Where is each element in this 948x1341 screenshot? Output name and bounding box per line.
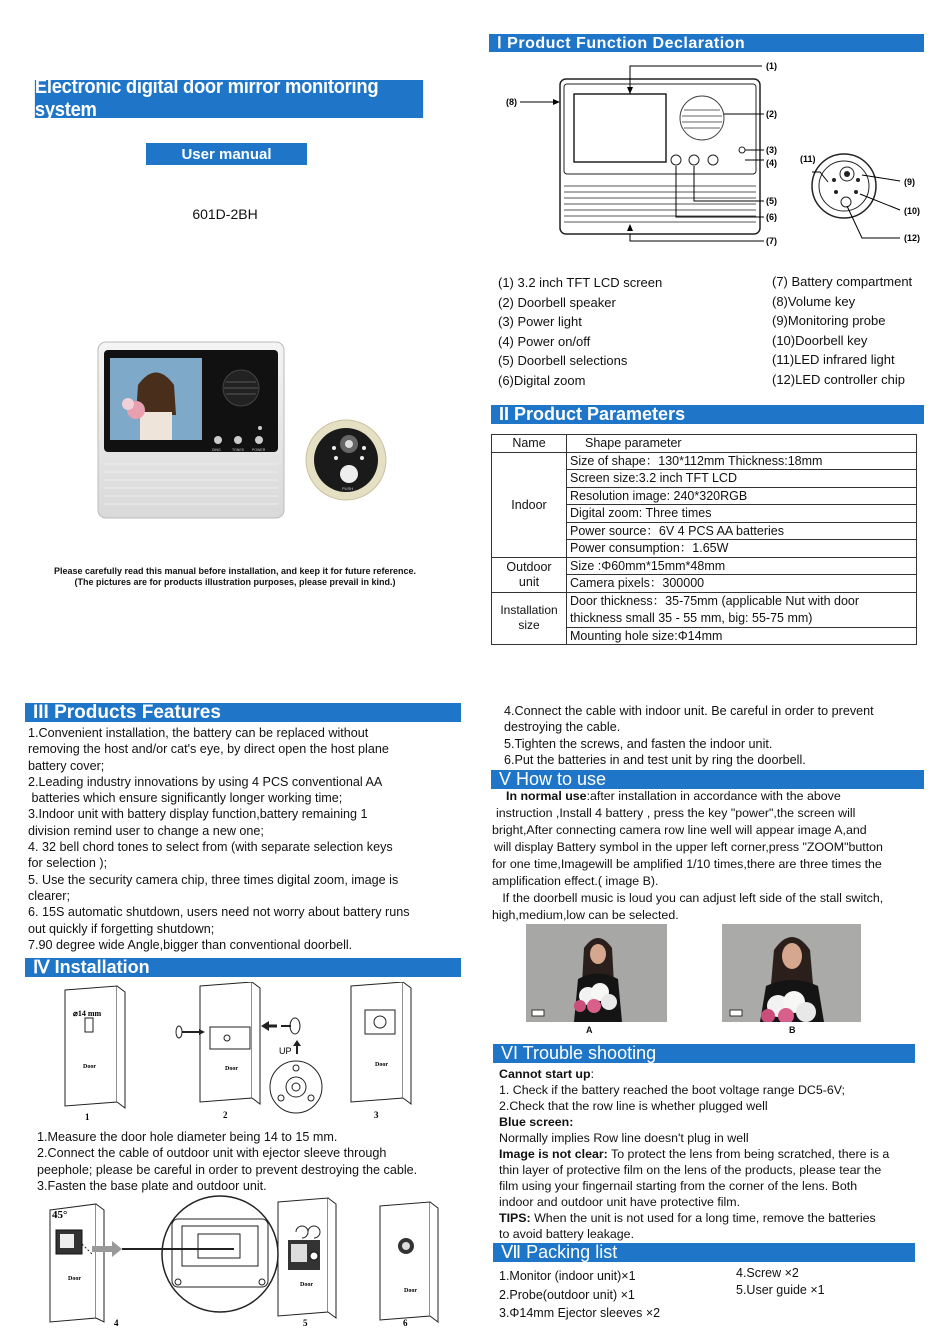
part-item: (7) Battery compartment	[772, 274, 913, 289]
function-diagram	[502, 54, 934, 254]
section5-heading: V How to use	[491, 770, 924, 789]
table-row	[492, 557, 917, 575]
part-item: (4) Power on/off	[498, 333, 591, 349]
angle-label: 45°	[52, 1209, 68, 1221]
section2-heading: II Product Parameters	[491, 405, 924, 424]
feature-line: out quickly if forgetting shutdown;	[28, 921, 215, 936]
section6-heading: VI Trouble shooting	[493, 1044, 915, 1063]
packing-item: 5.User guide ×1	[736, 1283, 825, 1297]
param-cell: Door thickness：35-75mm (applicable Nut with door thickness small 35 - 55 mm, big: 55-75 mm)	[567, 592, 917, 627]
header-param: Shape parameter	[567, 435, 917, 453]
door-label: Door	[404, 1288, 417, 1294]
ding-button-label: DING	[212, 448, 221, 452]
usage-line: high,medium,low can be selected.	[492, 908, 679, 922]
hole-size-label: ⌀14 mm	[73, 1009, 102, 1018]
installation-steps-1-3	[37, 1129, 467, 1194]
part-item: (10)Doorbell key	[772, 332, 868, 348]
blue-screen-text: Normally implies Row line doesn't plug in well	[499, 1131, 749, 1145]
callout-6: (6)	[766, 212, 777, 222]
usage-line: amplification effect.( image B).	[492, 874, 659, 888]
unclear-text: thin layer of protective film on the lens of the products, please tear the	[499, 1163, 882, 1177]
usage-line: If the doorbell music is loud you can adjust left side of the stall switch,	[492, 891, 884, 905]
tones-button-label: TONES	[232, 448, 244, 452]
callout-2: (2)	[766, 109, 777, 119]
packing-item: 4.Screw ×2	[736, 1266, 799, 1280]
group-outdoor: Outdoor unit	[492, 557, 567, 592]
blue-screen-label: Blue screen:	[499, 1115, 574, 1129]
part-item: (2) Doorbell speaker	[498, 294, 616, 310]
image-a-label: A	[586, 1025, 593, 1035]
feature-line: clearer;	[28, 888, 70, 903]
part-item: (11)LED infrared light	[772, 352, 895, 367]
cover-subtitle: User manual	[146, 143, 307, 165]
param-cell: Power consumption：1.65W	[567, 540, 917, 558]
feature-line: for selection );	[28, 856, 108, 871]
group-indoor: Indoor	[492, 452, 567, 557]
section7-heading: Ⅶ Packing list	[493, 1243, 915, 1262]
table-row	[492, 592, 917, 627]
up-label: UP	[279, 1046, 292, 1056]
installation-steps-4-6	[504, 703, 934, 768]
notice-line-1: Please carefully read this manual before installation, and keep it for future reference.	[53, 566, 417, 576]
header-name: Name	[492, 435, 567, 453]
installation-figure-1-3	[55, 982, 425, 1122]
power-button-label: POWER	[252, 448, 266, 452]
notice	[20, 566, 450, 588]
section4-heading: Ⅳ Installation	[25, 958, 461, 977]
feature-line: 2.Leading industry innovations by using 4 PCS conventional AA	[28, 774, 383, 789]
door-label: Door	[225, 1066, 238, 1072]
door-label: Door	[68, 1276, 81, 1282]
callout-4: (4)	[766, 158, 777, 168]
step-label-6: 6	[403, 1318, 408, 1328]
section3-heading: III Products Features	[25, 703, 461, 722]
troubleshooting-text: Cannot start up: 1. Check if the battery reached the boot voltage range DC5-6V; 2.Check that the row line is whether plugged well Blue screen: Normally implies Row line doesn't plug in well Image is not clear: To protect the lens from being scratched, there is a thin layer of protective film on the lens of the products, please tear the film using your fingernail starting from the corner of the lens. Both indoor and outdoor unit have protective film. TIPS: When the unit is not used for a long time, remove the batteries to avoid battery leakage.	[499, 1066, 939, 1242]
param-cell: Size :Φ60mm*15mm*48mm	[567, 557, 917, 575]
table-header-row	[492, 435, 917, 453]
step-label-2: 2	[223, 1110, 228, 1120]
feature-line: 1.Convenient installation, the battery can be replaced without	[28, 726, 369, 740]
callout-9: (9)	[904, 177, 915, 187]
part-item: (5) Doorbell selections	[498, 353, 628, 368]
callout-3: (3)	[766, 145, 777, 155]
door-label: Door	[375, 1062, 388, 1068]
unclear-text: indoor and outdoor unit have protective film.	[499, 1195, 741, 1209]
part-item: (6)Digital zoom	[498, 372, 586, 388]
callout-1: (1)	[766, 61, 777, 71]
features-text	[28, 725, 468, 953]
parts-list-right	[772, 272, 942, 389]
install-step: 1.Measure the door hole diameter being 14 to 15 mm.	[37, 1130, 338, 1144]
product-photo	[96, 340, 426, 525]
part-item: (3) Power light	[498, 314, 582, 329]
part-item: (1) 3.2 inch TFT LCD screen	[498, 275, 663, 290]
step-label-3: 3	[374, 1110, 379, 1120]
section1-heading: Ⅰ Product Function Declaration	[489, 34, 924, 52]
parts-list-left	[498, 273, 768, 390]
callout-8: (8)	[506, 97, 517, 107]
notice-line-2: (The pictures are for products illustration purposes, please prevail in kind.)	[74, 577, 396, 587]
cover-title: Electronic digital door mirror monitoring system	[35, 80, 423, 118]
feature-line: removing the host and/or cat's eye, by direct open the host plane	[28, 742, 389, 757]
group-installation: Installation size	[492, 592, 567, 645]
usage-line: for one time,Imagewill be amplified 1/10 times,there are three times the	[492, 857, 882, 871]
feature-line: 3.Indoor unit with battery display function,battery remaining 1	[28, 807, 368, 822]
unclear-text: To protect the lens from being scratched, there is a	[607, 1147, 890, 1161]
door-label: Door	[300, 1282, 313, 1288]
packing-item: 3.Φ14mm Ejector sleeves ×2	[499, 1306, 661, 1320]
feature-line: 7.90 degree wide Angle,bigger than conventional doorbell.	[28, 937, 353, 952]
callout-5: (5)	[766, 196, 777, 206]
install-step: destroying the cable.	[504, 720, 621, 735]
tips-text: When the unit is not used for a long time, remove the batteries	[530, 1211, 876, 1225]
step-label-5: 5	[303, 1318, 308, 1328]
feature-line: battery cover;	[28, 758, 105, 773]
door-label: Door	[83, 1064, 96, 1070]
model-number: 601D-2BH	[192, 206, 258, 222]
param-cell: Resolution image: 240*320RGB	[567, 487, 917, 505]
callout-7: (7)	[766, 236, 777, 246]
tips-label: TIPS:	[499, 1211, 531, 1225]
feature-line: 4. 32 bell chord tones to select from (with separate selection keys	[28, 840, 393, 855]
check-line: 2.Check that the row line is whether plugged well	[499, 1099, 768, 1113]
table-row	[492, 452, 917, 470]
image-b	[722, 924, 861, 1022]
usage-line: instruction ,Install 4 battery , press the key "power",the screen will	[496, 806, 856, 820]
feature-line: batteries which ensure significantly longer working time;	[28, 791, 343, 806]
unclear-label: Image is not clear:	[499, 1147, 608, 1161]
install-step: 2.Connect the cable of outdoor unit with ejector sleeve through	[37, 1146, 387, 1161]
image-a	[526, 924, 667, 1022]
param-cell: Size of shape：130*112mm Thickness:18mm	[567, 452, 917, 470]
image-b-label: B	[789, 1025, 796, 1035]
usage-line: will display Battery symbol in the upper left corner,press "ZOOM"button	[494, 840, 883, 854]
unclear-text: film using your fingernail starting from the corner of the lens. Both	[499, 1179, 858, 1193]
install-step: 6.Put the batteries in and test unit by ring the doorbell.	[504, 752, 806, 767]
param-cell: Screen size:3.2 inch TFT LCD	[567, 470, 917, 488]
part-item: (9)Monitoring probe	[772, 313, 886, 328]
normal-use-lead: In normal use	[506, 789, 587, 803]
callout-11: (11)	[800, 154, 816, 164]
install-step: 5.Tighten the screws, and fasten the indoor unit.	[504, 736, 773, 751]
feature-line: 5. Use the security camera chip, three times digital zoom, image is	[28, 872, 399, 887]
install-step: peephole; please be careful in order to prevent destroying the cable.	[37, 1162, 418, 1177]
cannot-start-label: Cannot start up	[499, 1067, 591, 1081]
usage-line: bright,After connecting camera row line well will appear image A,and	[492, 823, 867, 837]
install-step: 4.Connect the cable with indoor unit. Be careful in order to prevent	[504, 704, 874, 718]
packing-item: 1.Monitor (indoor unit)×1	[499, 1269, 636, 1283]
part-item: (8)Volume key	[772, 293, 856, 309]
feature-line: 6. 15S automatic shutdown, users need not worry about battery runs	[28, 905, 410, 920]
usage-line: :after installation in accordance with the above	[586, 789, 841, 803]
step-label-1: 1	[85, 1112, 90, 1122]
check-line: 1. Check if the battery reached the boot voltage range DC5-6V;	[499, 1083, 845, 1097]
step-label-4: 4	[114, 1318, 119, 1328]
param-cell: Power source：6V 4 PCS AA batteries	[567, 522, 917, 540]
install-step: 3.Fasten the base plate and outdoor unit.	[37, 1178, 267, 1193]
installation-figure-4-6	[44, 1194, 444, 1330]
packing-list-left	[499, 1267, 729, 1323]
how-to-use-text	[492, 788, 937, 924]
packing-item: 2.Probe(outdoor unit) ×1	[499, 1287, 635, 1302]
callout-12: (12)	[904, 233, 921, 243]
packing-list-right	[736, 1265, 916, 1299]
part-item: (12)LED controller chip	[772, 371, 905, 387]
param-cell: Digital zoom: Three times	[567, 505, 917, 523]
push-label: PUSH	[342, 486, 354, 491]
param-cell: Camera pixels：300000	[567, 575, 917, 593]
tips-text: to avoid battery leakage.	[499, 1227, 635, 1241]
feature-line: division remind user to change a new one;	[28, 823, 264, 838]
callout-10: (10)	[904, 206, 921, 216]
param-cell: Mounting hole size:Φ14mm	[567, 627, 917, 645]
parameters-table	[491, 434, 917, 645]
